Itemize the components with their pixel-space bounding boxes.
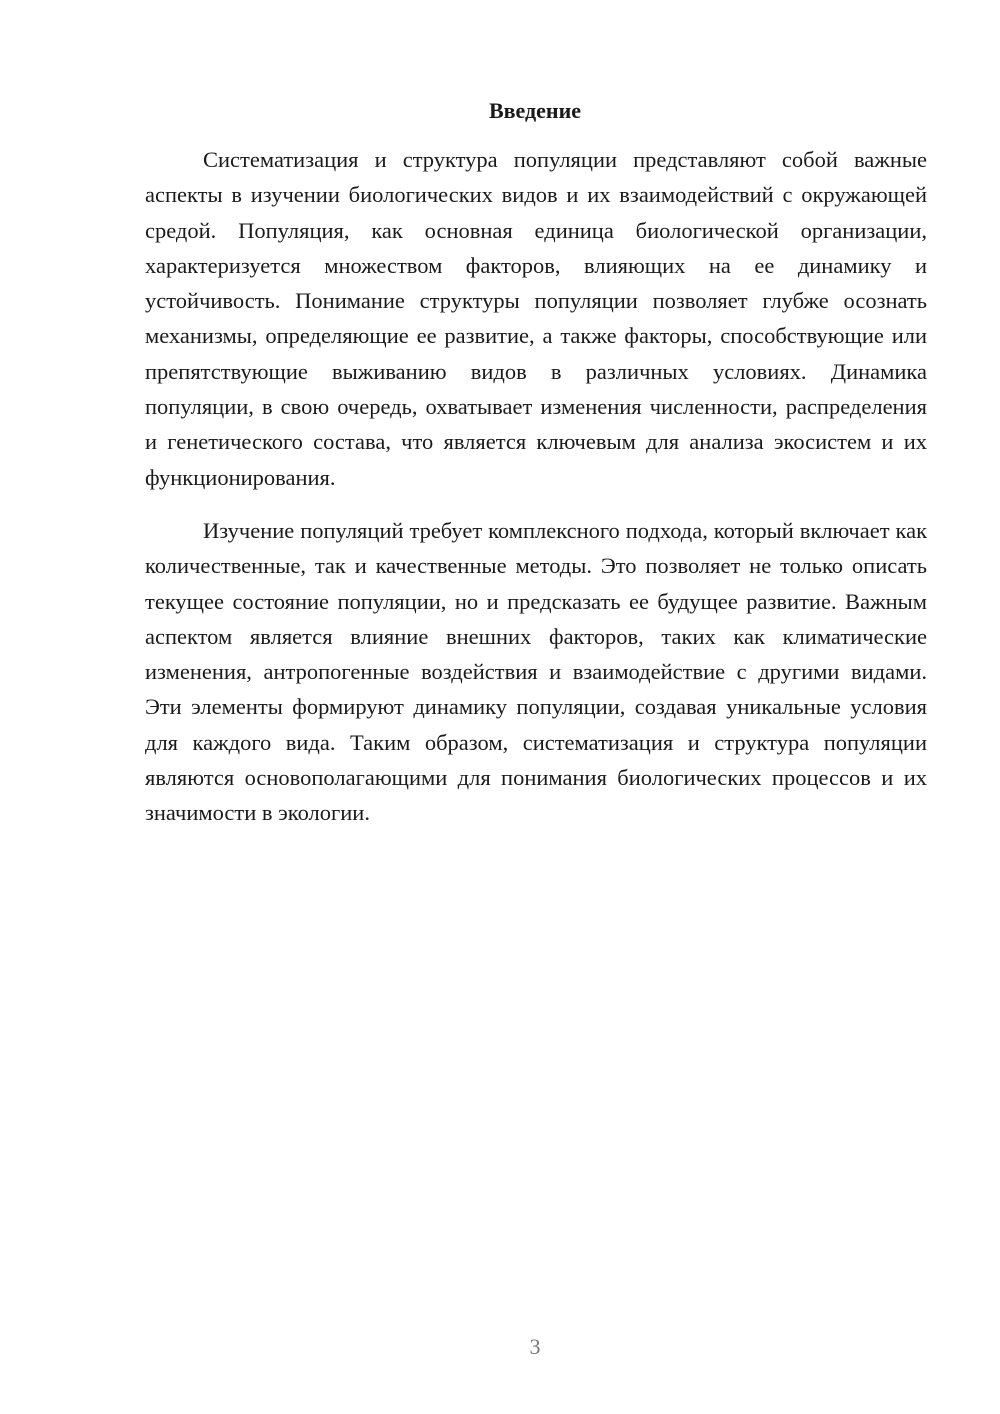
section-heading: Введение [488, 98, 582, 123]
body-text [145, 142, 927, 849]
page-number: 3 [529, 1334, 541, 1359]
paragraph-1: Систематизация и структура популяции представляют собой важные аспекты в изучении биологических видов и их взаимодействий с окружающей средой. Популяция, как основная единица биологической организации, характеризуется множеством факторов, влияющих на ее динамику и устойчивость. Понимание структуры популяции позволяет глубже осознать механизмы, определяющие ее развитие, а также факторы, способствующие или препятствующие выживанию видов в различных условиях. Динамика популяции, в свою очередь, охватывает изменения численности, распределения и генетического состава, что является ключевым для анализа экосистем и их функционирования. [145, 147, 927, 490]
paragraph-2: Изучение популяций требует комплексного подхода, который включает как количественные, так и качественные методы. Это позволяет не только описать текущее состояние популяции, но и предсказать ее будущее развитие. Важным аспектом является влияние внешних факторов, таких как климатические изменения, антропогенные воздействия и взаимодействие с другими видами. Эти элементы формируют динамику популяции, создавая уникальные условия для каждого вида. Таким образом, систематизация и структура популяции являются основополагающими для понимания биологических процессов и их значимости в экологии. [145, 517, 927, 826]
